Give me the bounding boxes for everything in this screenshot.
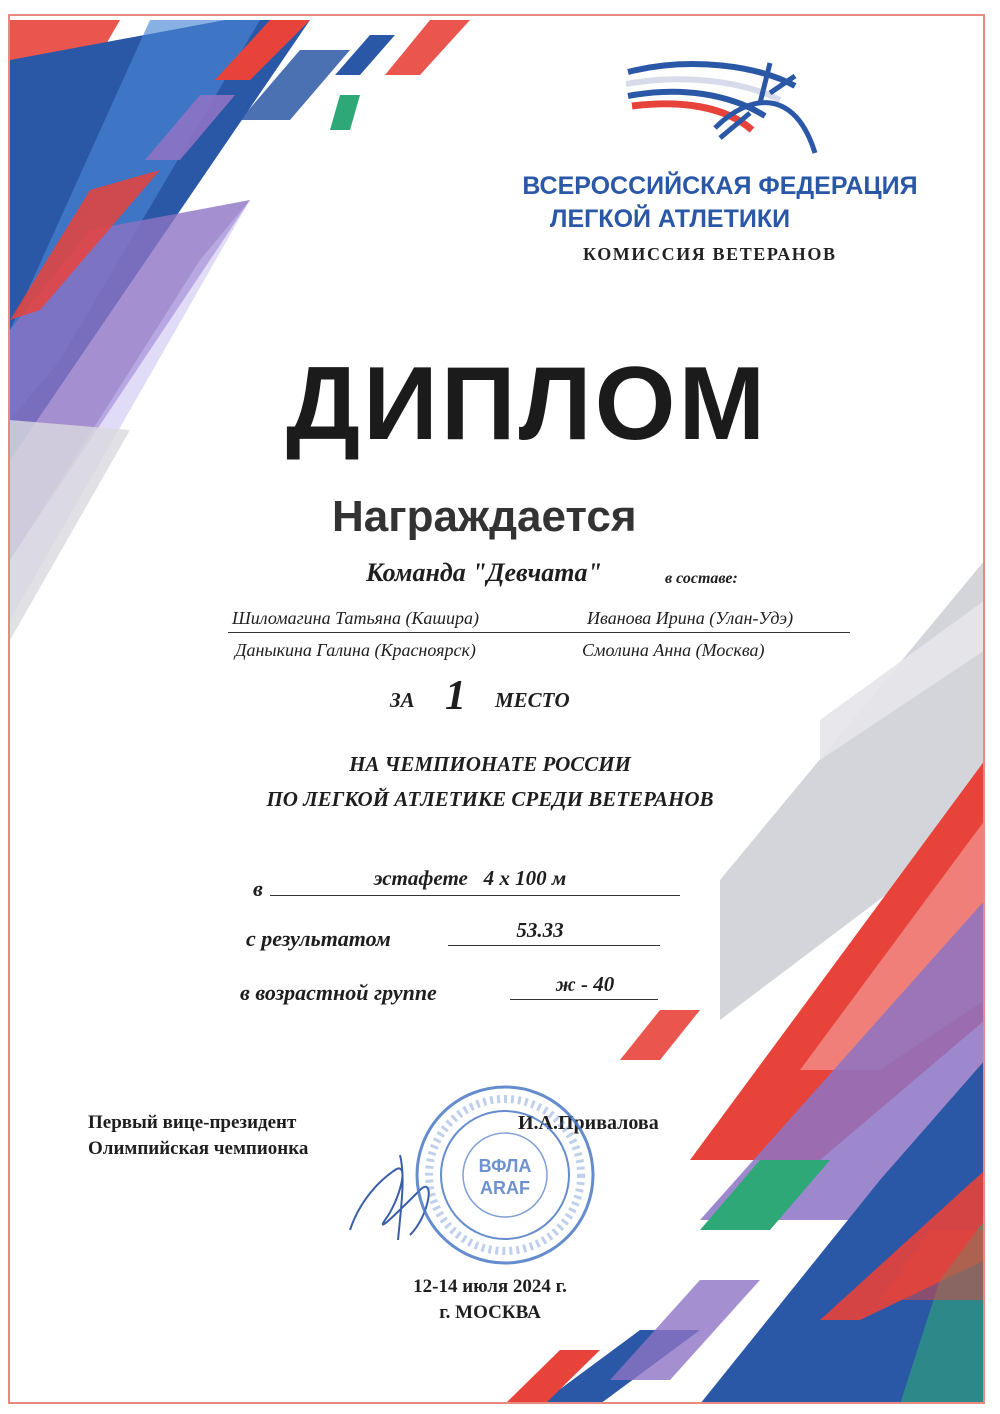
event-label: в [253,876,263,901]
awarded-heading: Награждается [332,492,637,541]
signer-name: И.А.Привалова [518,1112,659,1134]
event-dates: 12-14 июля 2024 г. [413,1276,567,1297]
championship-line2: ПО ЛЕГКОЙ АТЛЕТИКЕ СРЕДИ ВЕТЕРАНОВ [266,787,714,811]
signer-position: Первый вице-президент [88,1112,297,1133]
stamp-text-top: ВФЛА [478,1156,532,1176]
age-group-underline [510,999,658,1000]
place-prefix: ЗА [390,688,415,712]
result-value: 53.33 [516,918,564,942]
commission-name: КОМИССИЯ ВЕТЕРАНОВ [583,244,837,264]
member-divider [228,632,850,633]
age-group-value: ж - 40 [555,972,615,996]
result-underline [448,945,660,946]
official-stamp-icon [410,1080,600,1270]
team-member: Смолина Анна (Москва) [582,640,765,660]
championship-line1: НА ЧЕМПИОНАТЕ РОССИИ [349,752,631,776]
federation-name-line1: ВСЕРОССИЙСКАЯ ФЕДЕРАЦИЯ [522,172,918,200]
place-number: 1 [445,673,466,719]
federation-name-line2: ЛЕГКОЙ АТЛЕТИКИ [549,205,791,233]
team-member: Шиломагина Татьяна (Кашира) [232,608,479,628]
place-suffix: МЕСТО [495,688,570,712]
team-name: Команда "Девчата" [366,558,602,587]
event-value: эстафете 4 х 100 м [373,866,567,890]
diploma-title: ДИПЛОМ [286,346,769,462]
age-group-label: в возрастной группе [240,980,437,1005]
event-underline [270,895,680,896]
event-city: г. МОСКВА [439,1302,541,1323]
team-composition-label: в составе: [665,570,738,587]
team-member: Даныкина Галина (Красноярск) [235,640,476,660]
stamp-text-bottom: ARAF [480,1178,530,1198]
result-label: с результатом [246,926,391,951]
team-member: Иванова Ирина (Улан-Удэ) [587,608,794,628]
signer-title: Олимпийская чемпионка [88,1138,309,1159]
federation-logo-icon [620,58,830,163]
